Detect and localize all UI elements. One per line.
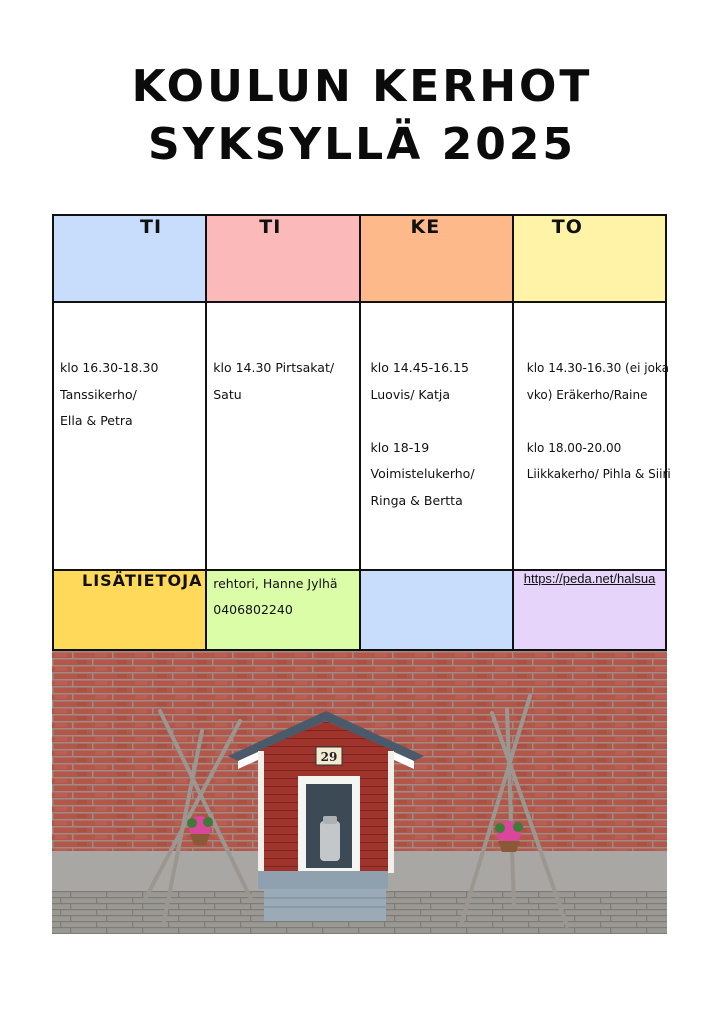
club-line: Ringa & Bertta bbox=[370, 492, 463, 508]
day-header-tuesday-1 bbox=[53, 215, 206, 302]
info-label: LISÄTIETOJA bbox=[82, 571, 203, 590]
contact-name: rehtori, Hanne Jylhä bbox=[213, 576, 338, 591]
club-line: klo 14.30-16.30 (ei joka bbox=[526, 361, 670, 375]
house-number: 29 bbox=[320, 750, 338, 764]
website-link[interactable]: https://peda.net/halsua bbox=[523, 571, 656, 586]
club-line: klo 18-19 bbox=[370, 439, 430, 455]
club-line: klo 16.30-18.30 bbox=[60, 360, 159, 375]
day-label: TO bbox=[551, 216, 583, 238]
day-header-tuesday-2 bbox=[206, 215, 359, 302]
day-label: TI bbox=[259, 216, 282, 238]
day-header-row bbox=[53, 215, 666, 302]
title-line-2: SYKSYLLÄ 2025 bbox=[147, 119, 577, 170]
club-line: Luovis/ Katja bbox=[370, 386, 451, 402]
club-line: klo 14.30 Pirtsakat/ bbox=[213, 360, 335, 375]
club-line: vko) Eräkerho/Raine bbox=[526, 387, 648, 402]
info-label-cell bbox=[53, 570, 206, 650]
club-line: Satu bbox=[213, 386, 242, 402]
empty-cell bbox=[360, 570, 513, 650]
page-title bbox=[0, 58, 724, 174]
title-line-1: KOULUN KERHOT bbox=[131, 61, 593, 112]
info-row bbox=[53, 570, 666, 650]
day-label: TI bbox=[140, 216, 163, 238]
club-line: klo 14.45-16.15 bbox=[370, 360, 469, 375]
link-cell bbox=[513, 570, 666, 650]
club-line: Liikkakerho/ Pihla & Siiri bbox=[526, 467, 671, 481]
school-photo bbox=[52, 651, 667, 934]
club-line bbox=[371, 408, 506, 435]
clubs-cell-tuesday-1 bbox=[53, 302, 206, 570]
club-line: Voimistelukerho/ bbox=[370, 466, 475, 481]
contact-cell bbox=[206, 570, 359, 650]
contact-phone: 0406802240 bbox=[213, 602, 293, 617]
day-header-wednesday bbox=[360, 215, 513, 302]
club-line: Ella & Petra bbox=[60, 413, 133, 428]
day-header-thursday bbox=[513, 215, 666, 302]
club-line bbox=[527, 408, 659, 435]
clubs-cell-wednesday bbox=[360, 302, 513, 570]
clubs-cell-thursday bbox=[513, 302, 671, 570]
club-line: klo 18.00-20.00 bbox=[526, 440, 622, 455]
day-label: KE bbox=[410, 216, 441, 238]
clubs-cell-tuesday-2 bbox=[206, 302, 359, 570]
club-line: Tanssikerho/ bbox=[60, 386, 137, 402]
clubs-row bbox=[53, 302, 666, 570]
schedule-table bbox=[52, 214, 671, 651]
